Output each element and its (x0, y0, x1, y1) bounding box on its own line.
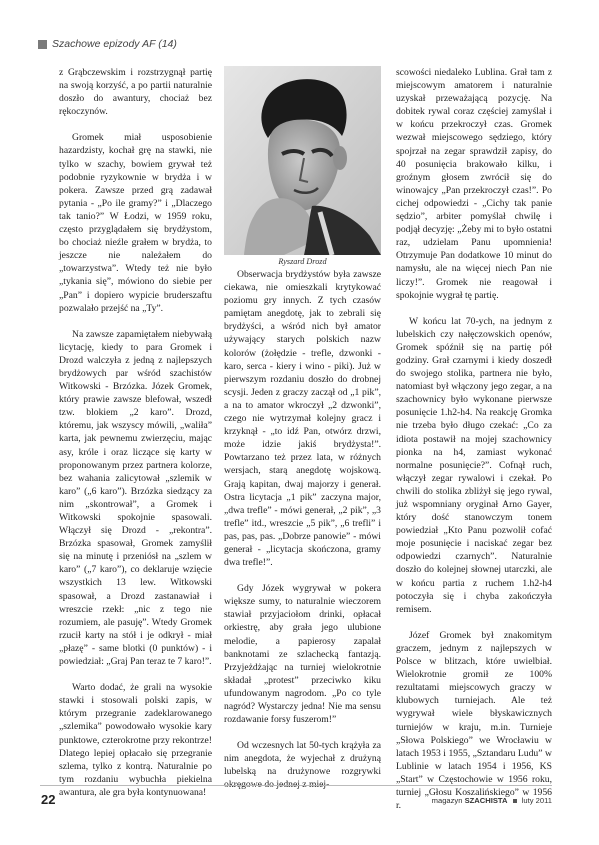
text-column-3 (396, 66, 552, 812)
footer-date: luty 2011 (521, 796, 552, 805)
paragraph: z Grąbczewskim i rozstrzygnął partię na swoją korzyść, a po partii naturalnie doszło do awantury, chociaż bez rękoczynów. (59, 67, 212, 118)
paragraph: W końcu lat 70-ych, na jednym z lubelskich czy nałęczowskich openów, Gromek spóźnił się na partię pół godziny. Grał czarnymi i kiedy doszedł do swojego stolika, partnera nie było, natomiast był włączony jego zegar, a na szachownicy było wykonane pierwsze posunięcie 1.h2-h4. Na reakcję Gromka nie trzeba było długo czekać: „Co za idiota postawił na mojej szachownicy pionka na h4, zamiast wykonać normalne posunięcie?”. Cofnął ruch, włączył zegar rywalowi i czekał. Po chwili do stolika zbliżył się jego rywal, już wspomniany oryginał Arno Gayer, który dość stanowczym tonem powiedział „Kto Panu pozwolił cofać moje posunięcie i naciskać zegar bez odpowiedzi czarnych”. Naturalnie doszło do kolejnej słownej utarczki, ale w końcu partia z ruchem 1.h2-h4 potoczyła się i chyba zakończyła remisem. (396, 315, 552, 615)
paragraph: Obserwacja brydżystów była zawsze ciekawa, nie omieszkali krytykować poziomu gry innych. Z tych czasów pamiętam anegdotę, jak to zebrali się brydżyści, a wśród nich był amator używający starych polskich nazw kolorów (żołędzie - trefle, dzwonki - karo, serca - kiery i wino - piki). Już w pierwszym rozdaniu doszło do drobnej scysji. Jeden z graczy zaczął od „1 pik”, a na to amator wkroczył „2 dzwonki”, czego nie wytrzymał kolejny gracz i krzyknął - „to idź Pan, otwórz drzwi, może idzie jakiś brydżysta!”. Powtarzano też przez lata, w różnych wersjach, starą anegdotę wojskową. Grają kapitan, dwaj majorzy i generał. Ostra licytacja „1 pik” zaczyna major, „dwa trefle” - mówi generał, „2 pik”, „3 trefle” itd., wreszcie „5 pik”, „6 trefli” i pas, pas, pas. „Dobrze panowie” - mówi generał - „licytacja skończona, gramy dwa trefle!”. (224, 269, 381, 569)
running-header (38, 38, 578, 52)
footer-publication (432, 796, 552, 805)
paragraph: Od wczesnych lat 50-tych krążyła za nim anegdota, że wyjechał z drużyną lubelską na drużynowe rozgrywki okręgowe do jednej z miej- (224, 740, 381, 791)
footer-bullet-icon (513, 799, 517, 803)
paragraph: Gromek miał usposobienie hazardzisty, kochał grę na stawki, nie tylko w szachy, bowiem grywał też podobnie ryzykownie w brydża i w pokera. Zawsze przed grą zadawał pytania - „Po ile gramy?” i „Dlaczego tak tanio?” W Łodzi, w 1959 roku, często przyglądałem się brydżystom, bo chociaż nieźle grałem w brydża, to jeszcze nie należałem do „towarzystwa”. Wtedy też nie było „tykania się”, mówiono do siebie per „Pan” i dopiero wypicie bruderszaftu pozwalało przejść na „Ty”. (59, 132, 212, 314)
portrait-photo (224, 66, 381, 255)
paragraph: Gdy Józek wygrywał w pokera większe sumy, to naturalnie wieczorem stawiał przyjaciołom drinki, opłacał orkiestrę, aby grała jego ulubione melodie, a papierosy zapalał banknotami ze szlachecką fantazją. Przyjeżdżając na turniej wielokrotnie składał „protest” przeciwko kiku ufundowanym nagrodom. „Po co tyle nagród? Wystarczy jedna! Nie ma sensu rozdawanie forsy fuszerom!” (224, 583, 381, 726)
text-column-1 (59, 66, 212, 799)
paragraph: scowości niedaleko Lublina. Grał tam z miejscowym amatorem i naturalnie uzyskał przeważającą pozycję. Na dobitek rywal coraz częściej zamyślał i w końcu przekroczył czas. Gromek wezwał miejscowego sędziego, który spojrzał na zegar sprawdził zapisy, do 40 posunięcia brakowało kilku, i groźnym głosem zwrócił się do winowajcy „Pan przekroczył czas!”. Po cichej odpowiedzi - „Cichy tak panie sędzio”, arbiter pomyślał chwilę i podjął decyzję: „Żeby mi to było ostatni raz, udzielam Panu upomnienia! Otrzymuje Pan dodatkowe 10 minut do namysłu, ale na więcej niech Pan nie liczy!”. Gromek nie reagował i spokojnie wygrał tę partię. (396, 67, 552, 301)
footer-divider (40, 785, 552, 786)
portrait-image (224, 66, 381, 255)
footer-magazine: magazyn (431, 796, 463, 805)
text-column-2 (224, 268, 381, 792)
paragraph: Józef Gromek był znakomitym graczem, jednym z najlepszych w Polsce w blitzach, które uwielbiał. Wielokrotnie gromił ze 100% rezultatami miejscowych graczy w klubowych turniejach. Ale też wygrywał wiele błyskawicznych turniejów w kraju, m.in. Turnieje „Słowa Polskiego” we Wrocławiu w latach 1953 i 1955, „Sztandaru Ludu” w Lublinie w latach 1954 i 1956, KS „Start” w Częstochowie w 1956 roku, turniej „Głosu Koszalińskiego” w 1956 r. (396, 629, 552, 812)
header-square-icon (38, 40, 47, 49)
paragraph: Na zawsze zapamiętałem niebywałą licytację, kiedy to para Gromek i Drozd walczyła z jedną z najlepszych brydżowych par wśród szachistów Witkowski - Brzózka. Józek Gromek, który prawie zawsze blefował, wszedł tzw. blokiem „2 karo”. Drozd, któremu, jak wszyscy mówili, „waliła” karta, jak pewnemu zwierzęciu, mając asy, króle i oraz liczące się karty w proponowanym przez partnera kolorze, bez wahania zalicytował „szlemik w karo” („6 karo”). Brzózka siedzący za nim „skontrował”, a Gromek i Witkowski spokojnie spasowali. Włączył się Drozd - „rekontra”. Brzózka spasował, Gromek zamyślił się na minutę i przeniósł na „szlem w karo” („7 karo”), co deklaruje wzięcie wszystkich 13 lew. Witkowski spasował, a Drozd zastanawiał i wreszcie rzekł: „nic z tego nie rozumiem, ale pasuję”. Wtedy Gromek rzucił karty na stół i je odkrył - miał „płazę” - same blotki (0 punktów) - i powiedział: „Graj Pan teraz te 7 karo!”. (59, 328, 212, 668)
photo-caption: Ryszard Drozd (278, 257, 327, 266)
paragraph: Warto dodać, że grali na wysokie stawki i stosowali polski zapis, w którym przegranie zadeklarowanego „szlemika” powodowało wysokie kary punktowe, czterokrotne przy rekontrze! Dlatego lepiej opłacało się przegranie szlema, tylko z kontrą. Naturalnie po tym rozdaniu wybuchła piekielna awantura, ale gra była kontynuowana! (59, 682, 212, 798)
header-title: Szachowe epizody AF (14) (52, 38, 177, 50)
page-number: 22 (41, 792, 56, 807)
footer-brand: SZACHISTA (464, 796, 508, 805)
